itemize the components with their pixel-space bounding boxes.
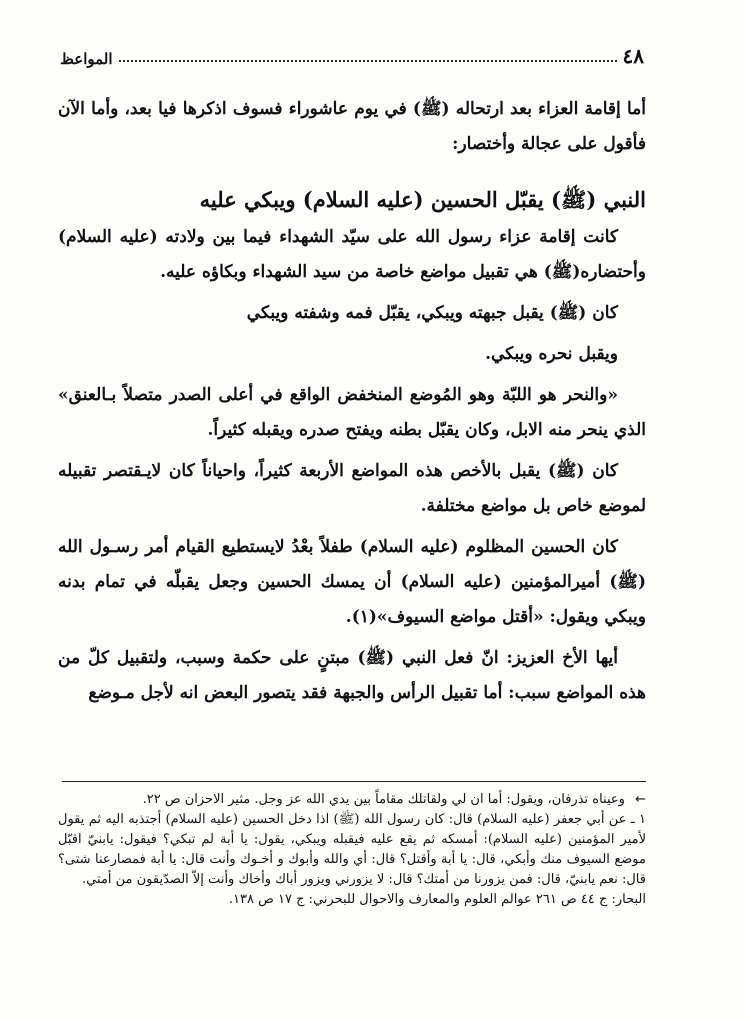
paragraph: ويقبل نحره ويبكي. (485, 344, 618, 364)
running-title: المواعظ (60, 50, 113, 68)
section-heading: النبي (ﷺ) يقبّل الحسين (عليه السلام) ويبكي عليه (199, 187, 646, 212)
paragraph: كانت إقامة عزاء رسول الله على سيّد الشهداء فيما بين ولادته (عليه السلام) وأحتضاره(ﷺ) هي تقبيل مواضع خاصة من سيد الشهداء وبكاؤه عليه. (58, 227, 646, 282)
header-dot-leader (119, 60, 617, 62)
footnote-continuation-text: وعيناه تذرفان، ويقول: أما ان لي ولقاتلك مقاماً بين يدي الله عز وجل. مثير الاحزان ص ٢٢. (142, 792, 625, 807)
footnotes (58, 790, 646, 910)
footnote-divider (62, 781, 646, 782)
continuation-arrow-icon: ← (635, 792, 646, 807)
running-header (60, 40, 644, 68)
paragraph: أيها الأخ العزيز: انّ فعل النبي (ﷺ) مبتنٍ على حكمة وسبب، ولتقبيل كلّ من هذه المواضع سبب: أما تقبيل الرأس والجبهة فقد يتصور البعض انه لأجل مـوضع (58, 648, 646, 703)
footnote-1: ١ ـ عن أبي جعفر (عليه السلام) قال: كان رسول الله (ﷺ) اذا دخل الحسين (عليه السلام) أجتذبه اليه ثم يقول لأمير المؤمنين (عليه السلام): أمسكه ثم يقع عليه فيقبله ويبكي، يقول: يا أبة لم تبكي؟ فيقول: يابنيّ اقبّل موضع السيوف منك وأبكي، قال: يا أبة وأقتل؟ قال: أي والله وأبوك و أخـوك وأنت قال: يا أبة فمصارعنا شتى؟ قال: نعم يابنيّ، قال: فمن يزورنا من أمتك؟ قال: لا يزورني ويزور أباك وأخاك وأنت إلاّ الصدّيقون من أمتي. (58, 812, 646, 887)
paragraph-quote: «والنحر هو اللبّة وهو المُوضع المنخفض الواقع في أعلى الصدر متصلاً بـالعنق» الذي ينحر منه الابل، وكان يقبّل بطنه ويفتح صدره ويقبله كثيراً. (58, 385, 646, 440)
main-text (58, 92, 646, 717)
paragraph-intro: أما إقامة العزاء بعد ارتحاله (ﷺ) في يوم عاشوراء فسوف اذكرها فيا بعد، وأما الآن فأقول على عجالة وأختصار: (58, 99, 646, 154)
paragraph: كان (ﷺ) يقبل بالأخص هذه المواضع الأربعة كثيراً، واحياناً كان لايـقتصر تقبيله لموضع خاص بل مواضع مختلفة. (58, 461, 646, 516)
paragraph: كان الحسين المظلوم (عليه السلام) طفلاً بعْدُ لايستطيع القيام أمر رسـول الله (ﷺ) أميرالمؤمنين (عليه السلام) أن يمسك الحسين وجعل يقبلّه في تمام بدنه ويبكي ويقول: «أقتل مواضع السيوف»(١). (58, 537, 646, 627)
page-number: ٤٨ (622, 44, 644, 68)
footnote-continuation (58, 790, 646, 810)
paragraph: كان (ﷺ) يقبل جبهته ويبكي، يقبّل فمه وشفته ويبكي (246, 303, 618, 323)
footnote-source: البحار: ج ٤٤ ص ٢٦١ عوالم العلوم والمعارف والاحوال للبحرني: ج ١٧ ص ١٣٨. (228, 892, 646, 907)
